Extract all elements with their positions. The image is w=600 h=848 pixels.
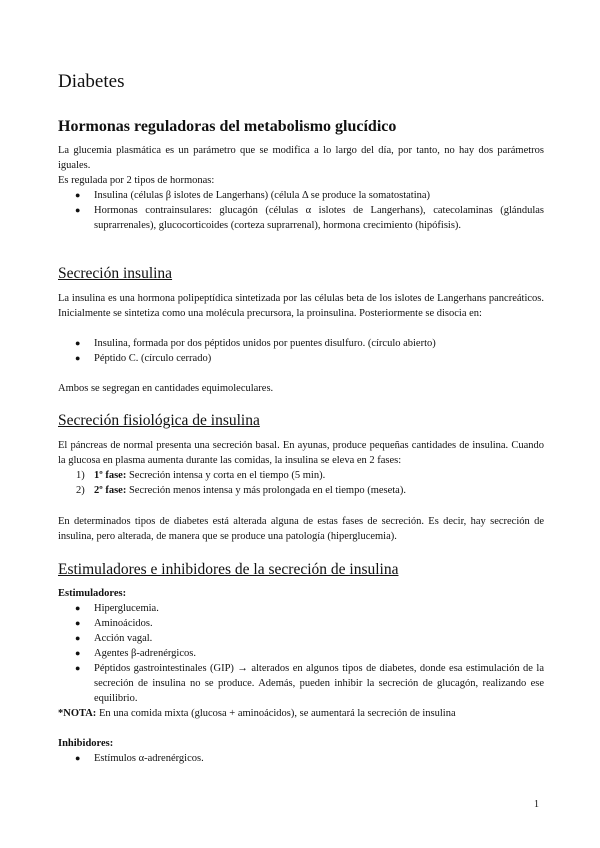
paragraph-glucemia: La glucemia plasmática es un parámetro que se modifica a lo largo del día, por tanto, no hay dos parámetros iguales. (58, 145, 544, 171)
page-number: 1 (534, 799, 539, 810)
insulin-components-list (58, 336, 544, 366)
bullet-icon: ● (75, 753, 81, 763)
list-item: ● Insulina, formada por dos péptidos unidos por puentes disulfuro. (círculo abierto) (75, 338, 436, 349)
document-title: Diabetes (58, 71, 125, 92)
list-item: ● Agentes β-adrenérgicos. (75, 648, 196, 659)
paragraph-tipos-diabetes: En determinados tipos de diabetes está alterada alguna de estas fases de secreción. Es decir, hay secreción de insulina, pero alterada, de manera que se produce una patología (hiperglucemia). (58, 516, 544, 542)
section-heading-secrecion: Secreción insulina (58, 265, 173, 282)
bullet-icon: ● (75, 648, 81, 658)
section-heading-estimuladores: Estimuladores e inhibidores de la secreción de insulina (58, 561, 399, 578)
list-item: 2) 2º fase: Secreción menos intensa y más prolongada en el tiempo (meseta). (76, 485, 406, 496)
list-item: ● Aminoácidos. (75, 618, 153, 629)
bullet-icon: ● (75, 618, 81, 628)
hormones-list (58, 188, 544, 233)
paragraph-ambos: Ambos se segregan en cantidades equimoleculares. (58, 383, 274, 394)
list-item: ● Acción vagal. (75, 633, 153, 644)
paragraph-insulina: La insulina es una hormona polipeptídica sintetizada por las células beta de los islotes de Langerhans pancreáticos. Inicialmente se sintetiza como una molécula precursora, la proinsulina. Posteriormente se disocia en: (58, 293, 544, 319)
bullet-icon: ● (75, 633, 81, 643)
phases-list (58, 468, 544, 498)
inhibidores-label: Inhibidores: (58, 738, 114, 749)
nota: *NOTA: En una comida mixta (glucosa + aminoácidos), se aumentará la secreción de insulina (58, 708, 456, 719)
list-item: ● Insulina (células β islotes de Langerhans) (célula Δ se produce la somatostatina) (75, 190, 431, 201)
list-item: ● Hormonas contrainsulares: glucagón (células α islotes de Langerhans), catecolaminas (glándulas suprarrenales), glucocorticoides (corteza suprarrenal), hormona crecimiento (hipófisis). (75, 205, 544, 231)
paragraph-pancreas: El páncreas de normal presenta una secreción basal. En ayunas, produce pequeñas cantidades de insulina. Cuando la glucosa en plasma aumenta durante las comidas, la insulina se eleva en 2 fases: (58, 440, 544, 466)
paragraph-regulada: Es regulada por 2 tipos de hormonas: (58, 175, 215, 186)
list-item: ● Péptidos gastrointestinales (GIP) → alterados en algunos tipos de diabetes, donde esa estimulación de la secreción de insulina no se produce. Además, pueden inhibir la secreción de glucagón, realizando ese equilibrio. (75, 663, 544, 704)
bullet-icon: ● (75, 205, 81, 215)
bullet-icon: ● (75, 663, 81, 673)
list-item: ● Estímulos α-adrenérgicos. (75, 753, 204, 764)
bullet-icon: ● (75, 603, 81, 613)
bullet-icon: ● (75, 353, 81, 363)
list-item: 1) 1º fase: Secreción intensa y corta en el tiempo (5 min). (76, 470, 326, 481)
list-item: ● Hiperglucemia. (75, 603, 159, 614)
inhibidores-list (58, 751, 544, 766)
bullet-icon: ● (75, 338, 81, 348)
section-heading-fisiologica: Secreción fisiológica de insulina (58, 412, 260, 429)
list-item: ● Péptido C. (círculo cerrado) (75, 353, 212, 364)
estimuladores-list (58, 601, 544, 706)
bullet-icon: ● (75, 190, 81, 200)
estimuladores-label: Estimuladores: (58, 588, 127, 599)
section-heading-hormonas: Hormonas reguladoras del metabolismo glucídico (58, 118, 397, 135)
